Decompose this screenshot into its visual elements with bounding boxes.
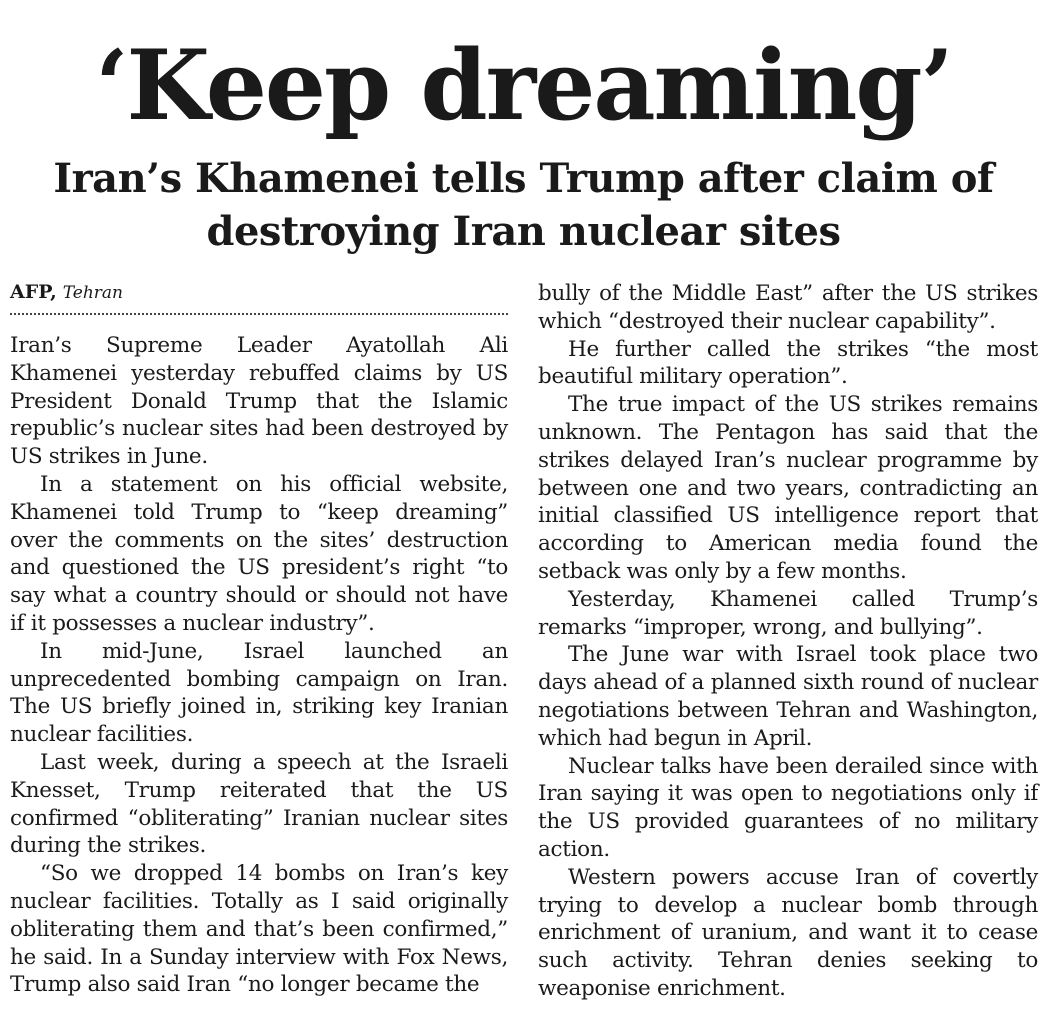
body-paragraph: In a statement on his official website, Khamenei told Trump to “keep dreaming” over the comments on the sites’ destruction and questioned the US president’s right “to say what a country should or should not have if it possesses a nuclear industry”. (10, 471, 508, 636)
body-paragraph: Last week, during a speech at the Israeli Knesset, Trump reiterated that the US confirmed “obliterating” Iranian nuclear sites during the strikes. (10, 749, 508, 859)
subheadline: Iran’s Khamenei tells Trump after claim of destroying Iran nuclear sites (53, 155, 994, 255)
body-paragraph: The June war with Israel took place two days ahead of a planned sixth round of nuclear negotiations between Tehran and Washington, which had begun in April. (538, 642, 1038, 751)
article-column-right (538, 280, 1038, 1003)
body-paragraph: “So we dropped 14 bombs on Iran’s key nuclear facilities. Totally as I said originally obliterating them and that’s been confirmed,” he said. In a Sunday interview with Fox News, Trump also said Iran “no longer became the (10, 861, 508, 998)
body-paragraph: In mid-June, Israel launched an unprecedented bombing campaign on Iran. The US briefly joined in, striking key Iranian nuclear facilities. (10, 638, 508, 748)
body-paragraph: Yesterday, Khamenei called Trump’s remarks “improper, wrong, and bullying”. (538, 586, 1038, 640)
headline: ‘Keep dreaming’ (95, 29, 952, 142)
body-paragraph-continuation: bully of the Middle East” after the US strikes which “destroyed their nuclear capability”. (538, 281, 1038, 334)
byline-location: Tehran (62, 283, 123, 303)
byline (10, 280, 508, 315)
body-paragraph: The true impact of the US strikes remains unknown. The Pentagon has said that the strikes delayed Iran’s nuclear programme by between one and two years, contradicting an initial classified US intelligence report that according to American media found the setback was only by a few months. (538, 392, 1038, 584)
body-paragraph: Nuclear talks have been derailed since with Iran saying it was open to negotiations only if the US provided guarantees of no military action. (538, 753, 1038, 862)
article-column-left (10, 332, 508, 999)
byline-agency: AFP, (10, 281, 57, 303)
body-paragraph: Iran’s Supreme Leader Ayatollah Ali Khamenei yesterday rebuffed claims by US President Donald Trump that the Islamic republic’s nuclear sites had been destroyed by US strikes in June. (10, 333, 508, 470)
body-paragraph: Western powers accuse Iran of covertly trying to develop a nuclear bomb through enrichment of uranium, and want it to cease such activity. Tehran denies seeking to weaponise enrichment. (538, 864, 1038, 1001)
body-paragraph: He further called the strikes “the most beautiful military operation”. (538, 336, 1038, 390)
